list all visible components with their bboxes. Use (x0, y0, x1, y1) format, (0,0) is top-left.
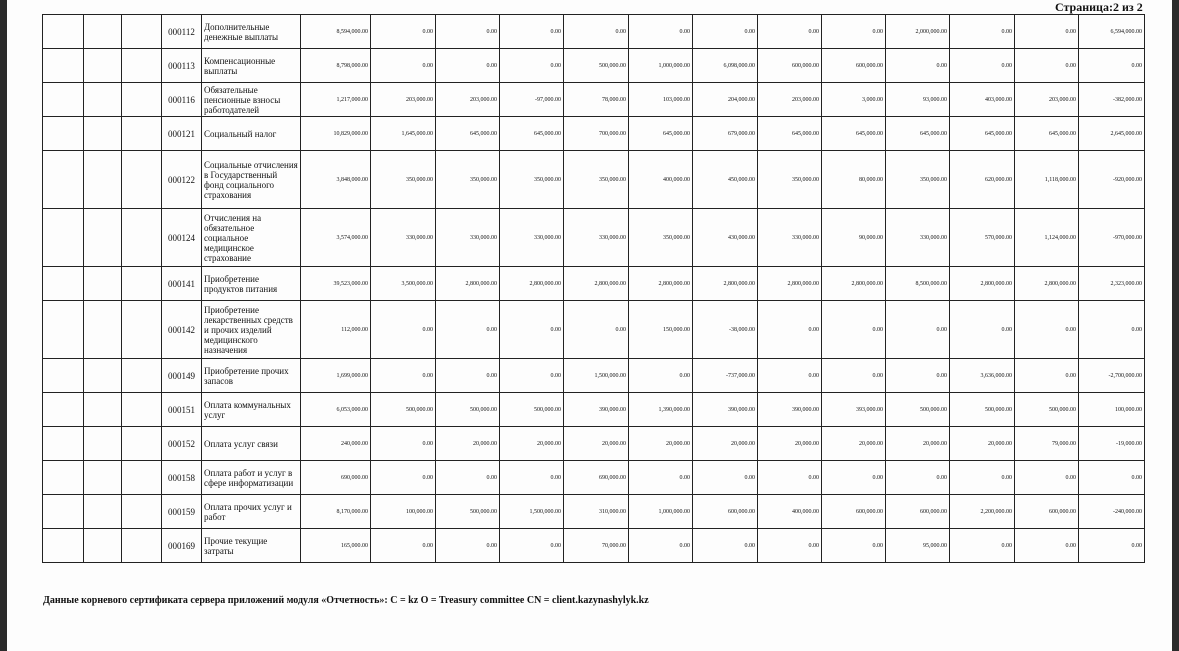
annual-total-cell: 3,574,000.00 (301, 209, 371, 267)
empty-cell (43, 117, 84, 151)
amount-cell: 1,500,000.00 (500, 495, 564, 529)
budget-table (42, 14, 1145, 563)
amount-cell: 330,000.00 (500, 209, 564, 267)
empty-cell (43, 301, 84, 359)
amount-cell: 645,000.00 (436, 117, 500, 151)
amount-cell: 150,000.00 (629, 301, 693, 359)
amount-cell: 6,594,000.00 (1079, 15, 1145, 49)
empty-cell (43, 495, 84, 529)
amount-cell: 0.00 (1079, 301, 1145, 359)
amount-cell: 0.00 (1015, 301, 1079, 359)
program-code-cell: 000158 (162, 461, 202, 495)
program-code-cell: 000151 (162, 393, 202, 427)
amount-cell: 390,000.00 (758, 393, 822, 427)
table-row (43, 495, 1145, 529)
table-row (43, 359, 1145, 393)
amount-cell: 0.00 (822, 461, 886, 495)
certificate-footer-note: Данные корневого сертификата сервера приложений модуля «Отчетность»: С = kz O = Treasury committee CN = client.kazynashylyk.kz (43, 595, 649, 606)
empty-cell (43, 359, 84, 393)
empty-cell (84, 393, 122, 427)
amount-cell: 0.00 (436, 359, 500, 393)
amount-cell: 0.00 (629, 461, 693, 495)
amount-cell: 203,000.00 (436, 83, 500, 117)
empty-cell (122, 49, 162, 83)
amount-cell: 330,000.00 (371, 209, 436, 267)
amount-cell: 20,000.00 (758, 427, 822, 461)
amount-cell: 0.00 (950, 301, 1015, 359)
amount-cell: 0.00 (500, 15, 564, 49)
amount-cell: 8,500,000.00 (886, 267, 950, 301)
empty-cell (122, 117, 162, 151)
amount-cell: 0.00 (693, 529, 758, 563)
amount-cell: 0.00 (371, 301, 436, 359)
amount-cell: 600,000.00 (886, 495, 950, 529)
amount-cell: 350,000.00 (629, 209, 693, 267)
annual-total-cell: 8,170,000.00 (301, 495, 371, 529)
table-row (43, 427, 1145, 461)
empty-cell (84, 83, 122, 117)
table-row (43, 117, 1145, 151)
amount-cell: 2,645,000.00 (1079, 117, 1145, 151)
amount-cell: 2,800,000.00 (822, 267, 886, 301)
empty-cell (84, 267, 122, 301)
empty-cell (84, 49, 122, 83)
amount-cell: 103,000.00 (629, 83, 693, 117)
empty-cell (122, 359, 162, 393)
empty-cell (122, 15, 162, 49)
amount-cell: -737,000.00 (693, 359, 758, 393)
amount-cell: 679,000.00 (693, 117, 758, 151)
amount-cell: 500,000.00 (436, 495, 500, 529)
amount-cell: 500,000.00 (436, 393, 500, 427)
amount-cell: 2,800,000.00 (500, 267, 564, 301)
empty-cell (43, 49, 84, 83)
amount-cell: 600,000.00 (1015, 495, 1079, 529)
amount-cell: 1,000,000.00 (629, 495, 693, 529)
table-row (43, 461, 1145, 495)
program-code-cell: 000149 (162, 359, 202, 393)
amount-cell: 0.00 (822, 529, 886, 563)
annual-total-cell: 240,000.00 (301, 427, 371, 461)
amount-cell: 93,000.00 (886, 83, 950, 117)
amount-cell: -970,000.00 (1079, 209, 1145, 267)
amount-cell: 0.00 (886, 301, 950, 359)
amount-cell: 0.00 (564, 15, 629, 49)
amount-cell: 20,000.00 (950, 427, 1015, 461)
empty-cell (122, 83, 162, 117)
amount-cell: 0.00 (436, 529, 500, 563)
empty-cell (43, 529, 84, 563)
annual-total-cell: 8,798,000.00 (301, 49, 371, 83)
expense-name-cell: Оплата прочих услуг и работ (202, 495, 301, 529)
empty-cell (122, 529, 162, 563)
amount-cell: 0.00 (950, 15, 1015, 49)
empty-cell (43, 151, 84, 209)
amount-cell: 645,000.00 (629, 117, 693, 151)
annual-total-cell: 3,848,000.00 (301, 151, 371, 209)
amount-cell: 330,000.00 (886, 209, 950, 267)
amount-cell: 2,800,000.00 (758, 267, 822, 301)
amount-cell: 2,000,000.00 (886, 15, 950, 49)
amount-cell: 0.00 (886, 461, 950, 495)
amount-cell: 0.00 (693, 15, 758, 49)
amount-cell: 0.00 (950, 49, 1015, 83)
empty-cell (43, 15, 84, 49)
empty-cell (122, 209, 162, 267)
program-code-cell: 000152 (162, 427, 202, 461)
expense-name-cell: Прочие текущие затраты (202, 529, 301, 563)
amount-cell: 1,000,000.00 (629, 49, 693, 83)
amount-cell: 0.00 (1015, 529, 1079, 563)
amount-cell: 0.00 (436, 15, 500, 49)
table-row (43, 49, 1145, 83)
amount-cell: 20,000.00 (693, 427, 758, 461)
amount-cell: 690,000.00 (564, 461, 629, 495)
empty-cell (84, 359, 122, 393)
amount-cell: 500,000.00 (371, 393, 436, 427)
amount-cell: 330,000.00 (564, 209, 629, 267)
amount-cell: 90,000.00 (822, 209, 886, 267)
expense-name-cell: Компенсационные выплаты (202, 49, 301, 83)
amount-cell: 0.00 (500, 49, 564, 83)
amount-cell: 2,800,000.00 (436, 267, 500, 301)
amount-cell: 0.00 (758, 301, 822, 359)
empty-cell (43, 427, 84, 461)
empty-cell (122, 301, 162, 359)
amount-cell: 0.00 (629, 359, 693, 393)
amount-cell: 645,000.00 (758, 117, 822, 151)
expense-name-cell: Оплата услуг связи (202, 427, 301, 461)
table-row (43, 83, 1145, 117)
annual-total-cell: 690,000.00 (301, 461, 371, 495)
annual-total-cell: 8,594,000.00 (301, 15, 371, 49)
expense-name-cell: Социальный налог (202, 117, 301, 151)
amount-cell: 0.00 (822, 359, 886, 393)
table-row (43, 209, 1145, 267)
amount-cell: 600,000.00 (822, 49, 886, 83)
annual-total-cell: 1,699,000.00 (301, 359, 371, 393)
amount-cell: 79,000.00 (1015, 427, 1079, 461)
amount-cell: 500,000.00 (564, 49, 629, 83)
amount-cell: 203,000.00 (371, 83, 436, 117)
amount-cell: 400,000.00 (629, 151, 693, 209)
empty-cell (43, 461, 84, 495)
amount-cell: 0.00 (371, 427, 436, 461)
empty-cell (122, 495, 162, 529)
empty-cell (84, 427, 122, 461)
amount-cell: -97,000.00 (500, 83, 564, 117)
amount-cell: 0.00 (371, 49, 436, 83)
expense-name-cell: Социальные отчисления в Государственный фонд социального страхования (202, 151, 301, 209)
empty-cell (122, 151, 162, 209)
amount-cell: 0.00 (693, 461, 758, 495)
amount-cell: 2,200,000.00 (950, 495, 1015, 529)
table-row (43, 151, 1145, 209)
empty-cell (84, 15, 122, 49)
table-row (43, 15, 1145, 49)
amount-cell: 20,000.00 (822, 427, 886, 461)
amount-cell: 600,000.00 (758, 49, 822, 83)
amount-cell: 203,000.00 (1015, 83, 1079, 117)
empty-cell (84, 209, 122, 267)
expense-name-cell: Приобретение лекарственных средств и прочих изделий медицинского назначения (202, 301, 301, 359)
amount-cell: 0.00 (758, 359, 822, 393)
expense-name-cell: Отчисления на обязательное социальное медицинское страхование (202, 209, 301, 267)
amount-cell: 0.00 (1015, 359, 1079, 393)
empty-cell (43, 209, 84, 267)
amount-cell: 0.00 (1015, 461, 1079, 495)
amount-cell: 0.00 (436, 301, 500, 359)
amount-cell: 403,000.00 (950, 83, 1015, 117)
amount-cell: 20,000.00 (500, 427, 564, 461)
program-code-cell: 000121 (162, 117, 202, 151)
program-code-cell: 000169 (162, 529, 202, 563)
amount-cell: 350,000.00 (371, 151, 436, 209)
program-code-cell: 000159 (162, 495, 202, 529)
amount-cell: 0.00 (500, 359, 564, 393)
amount-cell: 2,800,000.00 (564, 267, 629, 301)
amount-cell: 700,000.00 (564, 117, 629, 151)
amount-cell: 100,000.00 (1079, 393, 1145, 427)
empty-cell (84, 495, 122, 529)
amount-cell: 2,800,000.00 (693, 267, 758, 301)
amount-cell: 0.00 (500, 461, 564, 495)
amount-cell: 390,000.00 (693, 393, 758, 427)
amount-cell: 0.00 (436, 461, 500, 495)
amount-cell: 0.00 (758, 461, 822, 495)
expense-name-cell: Обязательные пенсионные взносы работодателей (202, 83, 301, 117)
amount-cell: 430,000.00 (693, 209, 758, 267)
amount-cell: 0.00 (886, 49, 950, 83)
amount-cell: 330,000.00 (758, 209, 822, 267)
amount-cell: 0.00 (822, 301, 886, 359)
table-row (43, 529, 1145, 563)
empty-cell (84, 529, 122, 563)
empty-cell (43, 393, 84, 427)
amount-cell: -240,000.00 (1079, 495, 1145, 529)
empty-cell (122, 267, 162, 301)
table-row (43, 301, 1145, 359)
amount-cell: 350,000.00 (436, 151, 500, 209)
amount-cell: 500,000.00 (950, 393, 1015, 427)
amount-cell: 600,000.00 (693, 495, 758, 529)
amount-cell: -382,000.00 (1079, 83, 1145, 117)
program-code-cell: 000112 (162, 15, 202, 49)
amount-cell: 0.00 (371, 15, 436, 49)
amount-cell: 570,000.00 (950, 209, 1015, 267)
amount-cell: 645,000.00 (886, 117, 950, 151)
amount-cell: 645,000.00 (822, 117, 886, 151)
table-row (43, 393, 1145, 427)
expense-name-cell: Оплата работ и услуг в сфере информатизации (202, 461, 301, 495)
table-row (43, 267, 1145, 301)
amount-cell: 390,000.00 (564, 393, 629, 427)
empty-cell (84, 461, 122, 495)
amount-cell: 100,000.00 (371, 495, 436, 529)
annual-total-cell: 165,000.00 (301, 529, 371, 563)
amount-cell: 0.00 (758, 15, 822, 49)
amount-cell: 350,000.00 (886, 151, 950, 209)
amount-cell: 350,000.00 (564, 151, 629, 209)
amount-cell: 500,000.00 (1015, 393, 1079, 427)
amount-cell: -920,000.00 (1079, 151, 1145, 209)
amount-cell: 0.00 (758, 529, 822, 563)
amount-cell: 310,000.00 (564, 495, 629, 529)
amount-cell: 1,390,000.00 (629, 393, 693, 427)
expense-name-cell: Оплата коммунальных услуг (202, 393, 301, 427)
amount-cell: 0.00 (371, 461, 436, 495)
amount-cell: 0.00 (1015, 49, 1079, 83)
expense-name-cell: Приобретение прочих запасов (202, 359, 301, 393)
amount-cell: 0.00 (950, 461, 1015, 495)
amount-cell: 204,000.00 (693, 83, 758, 117)
amount-cell: 2,800,000.00 (950, 267, 1015, 301)
amount-cell: 0.00 (1079, 529, 1145, 563)
page-counter: Страница:2 из 2 (1055, 0, 1143, 14)
amount-cell: 78,000.00 (564, 83, 629, 117)
amount-cell: 3,500,000.00 (371, 267, 436, 301)
amount-cell: 2,800,000.00 (1015, 267, 1079, 301)
amount-cell: 500,000.00 (886, 393, 950, 427)
amount-cell: 20,000.00 (436, 427, 500, 461)
report-page (7, 0, 1172, 651)
amount-cell: 0.00 (1079, 49, 1145, 83)
amount-cell: 400,000.00 (758, 495, 822, 529)
amount-cell: 645,000.00 (1015, 117, 1079, 151)
expense-name-cell: Дополнительные денежные выплаты (202, 15, 301, 49)
amount-cell: 3,000.00 (822, 83, 886, 117)
empty-cell (122, 427, 162, 461)
amount-cell: -2,700,000.00 (1079, 359, 1145, 393)
amount-cell: 0.00 (436, 49, 500, 83)
amount-cell: 1,118,000.00 (1015, 151, 1079, 209)
table-body (43, 15, 1145, 563)
amount-cell: 95,000.00 (886, 529, 950, 563)
amount-cell: 500,000.00 (500, 393, 564, 427)
amount-cell: 0.00 (886, 359, 950, 393)
amount-cell: 0.00 (500, 529, 564, 563)
program-code-cell: 000122 (162, 151, 202, 209)
expense-name-cell: Приобретение продуктов питания (202, 267, 301, 301)
annual-total-cell: 1,217,000.00 (301, 83, 371, 117)
amount-cell: -19,000.00 (1079, 427, 1145, 461)
amount-cell: 0.00 (822, 15, 886, 49)
amount-cell: -38,000.00 (693, 301, 758, 359)
empty-cell (84, 301, 122, 359)
amount-cell: 203,000.00 (758, 83, 822, 117)
amount-cell: 645,000.00 (500, 117, 564, 151)
program-code-cell: 000141 (162, 267, 202, 301)
program-code-cell: 000113 (162, 49, 202, 83)
empty-cell (84, 151, 122, 209)
annual-total-cell: 6,053,000.00 (301, 393, 371, 427)
empty-cell (122, 461, 162, 495)
amount-cell: 0.00 (500, 301, 564, 359)
amount-cell: 1,124,000.00 (1015, 209, 1079, 267)
amount-cell: 2,800,000.00 (629, 267, 693, 301)
amount-cell: 350,000.00 (758, 151, 822, 209)
amount-cell: 0.00 (629, 529, 693, 563)
amount-cell: 600,000.00 (822, 495, 886, 529)
amount-cell: 0.00 (371, 359, 436, 393)
amount-cell: 80,000.00 (822, 151, 886, 209)
program-code-cell: 000116 (162, 83, 202, 117)
program-code-cell: 000124 (162, 209, 202, 267)
amount-cell: 0.00 (950, 529, 1015, 563)
amount-cell: 0.00 (1015, 15, 1079, 49)
amount-cell: 1,500,000.00 (564, 359, 629, 393)
program-code-cell: 000142 (162, 301, 202, 359)
amount-cell: 350,000.00 (500, 151, 564, 209)
annual-total-cell: 39,523,000.00 (301, 267, 371, 301)
amount-cell: 393,000.00 (822, 393, 886, 427)
amount-cell: 330,000.00 (436, 209, 500, 267)
amount-cell: 3,636,000.00 (950, 359, 1015, 393)
amount-cell: 70,000.00 (564, 529, 629, 563)
annual-total-cell: 112,000.00 (301, 301, 371, 359)
empty-cell (43, 83, 84, 117)
amount-cell: 0.00 (1079, 461, 1145, 495)
amount-cell: 620,000.00 (950, 151, 1015, 209)
amount-cell: 0.00 (629, 15, 693, 49)
empty-cell (43, 267, 84, 301)
empty-cell (122, 393, 162, 427)
annual-total-cell: 10,829,000.00 (301, 117, 371, 151)
amount-cell: 0.00 (371, 529, 436, 563)
amount-cell: 6,098,000.00 (693, 49, 758, 83)
amount-cell: 645,000.00 (950, 117, 1015, 151)
amount-cell: 20,000.00 (886, 427, 950, 461)
amount-cell: 0.00 (564, 301, 629, 359)
amount-cell: 2,323,000.00 (1079, 267, 1145, 301)
empty-cell (84, 117, 122, 151)
amount-cell: 1,645,000.00 (371, 117, 436, 151)
amount-cell: 450,000.00 (693, 151, 758, 209)
amount-cell: 20,000.00 (629, 427, 693, 461)
amount-cell: 20,000.00 (564, 427, 629, 461)
